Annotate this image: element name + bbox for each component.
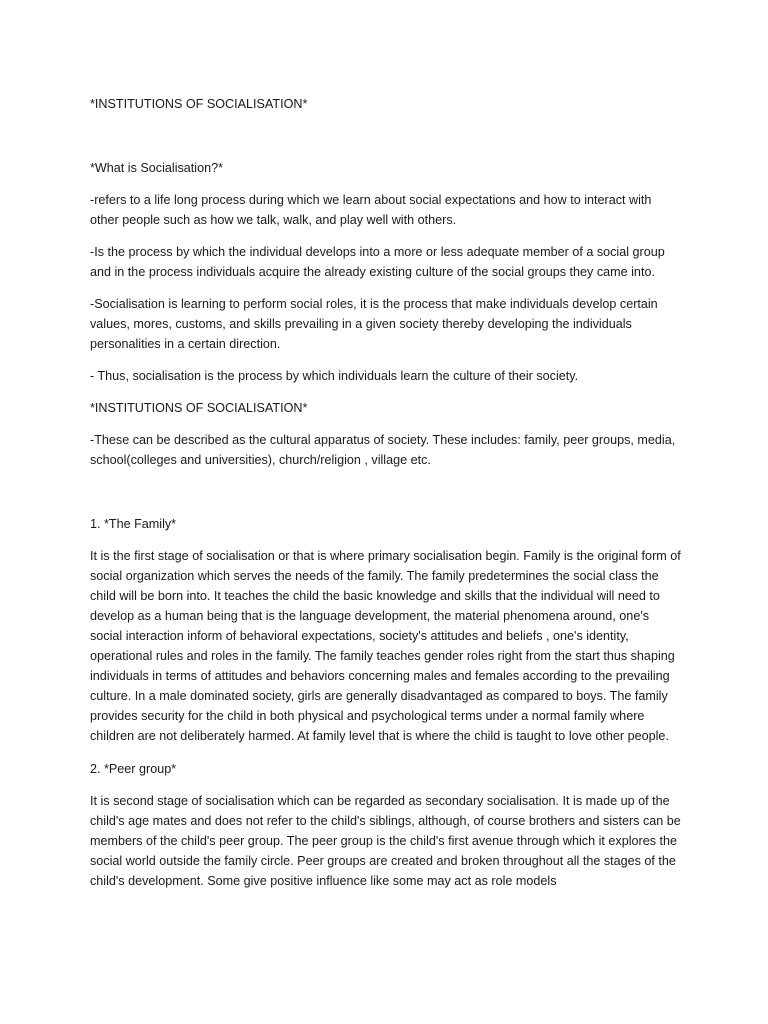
what-is-socialisation-heading: *What is Socialisation?* xyxy=(90,161,223,175)
document-body xyxy=(90,94,682,891)
institutions-paragraph: -These can be described as the cultural apparatus of society. These includes: family, peer groups, media, school(colleges and universities), church/religion , village etc. xyxy=(90,433,676,467)
definition-paragraph-2: -Is the process by which the individual develops into a more or less adequate member of a social group and in the process individuals acquire the already existing culture of the social groups they came into. xyxy=(90,245,665,279)
family-paragraph: It is the first stage of socialisation or that is where primary socialisation begin. Family is the original form of social organization which serves the needs of the family. The family predetermines the social class the child will be born into. It teaches the child the basic knowledge and skills that the individual will need to develop as a human being that is the language development, the material phenomena around, one's social interaction inform of behavioral expectations, society's attitudes and beliefs , one's identity, operational rules and roles in the family. The family teaches gender roles right from the start thus shaping individuals in terms of attitudes and behaviors concerning males and females according to the prevailing culture. In a male dominated society, girls are generally disadvantaged as compared to boys. The family provides security for the child in both physical and psychological terms under a normal family where children are not deliberately harmed. At family level that is where the child is taught to love other people. xyxy=(90,549,681,743)
definition-paragraph-1: -refers to a life long process during which we learn about social expectations and how to interact with other people such as how we talk, walk, and play well with others. xyxy=(90,193,652,227)
document-title: *INSTITUTIONS OF SOCIALISATION* xyxy=(90,97,308,111)
institutions-heading: *INSTITUTIONS OF SOCIALISATION* xyxy=(90,401,308,415)
definition-paragraph-4: - Thus, socialisation is the process by which individuals learn the culture of their society. xyxy=(90,369,579,383)
definition-paragraph-3: -Socialisation is learning to perform social roles, it is the process that make individuals develop certain values, mores, customs, and skills prevailing in a given society thereby developing the individuals personalities in a certain direction. xyxy=(90,297,658,351)
peer-group-heading: 2. *Peer group* xyxy=(90,762,177,776)
family-heading: 1. *The Family* xyxy=(90,517,177,531)
peer-group-paragraph: It is second stage of socialisation which can be regarded as secondary socialisation. It is made up of the child's age mates and does not refer to the child's siblings, although, of course brothers and sisters can be members of the child's peer group. The peer group is the child's first avenue through which it explores the social world outside the family circle. Peer groups are created and broken throughout all the stages of the child's development. Some give positive influence like some may act as role models xyxy=(90,794,681,888)
